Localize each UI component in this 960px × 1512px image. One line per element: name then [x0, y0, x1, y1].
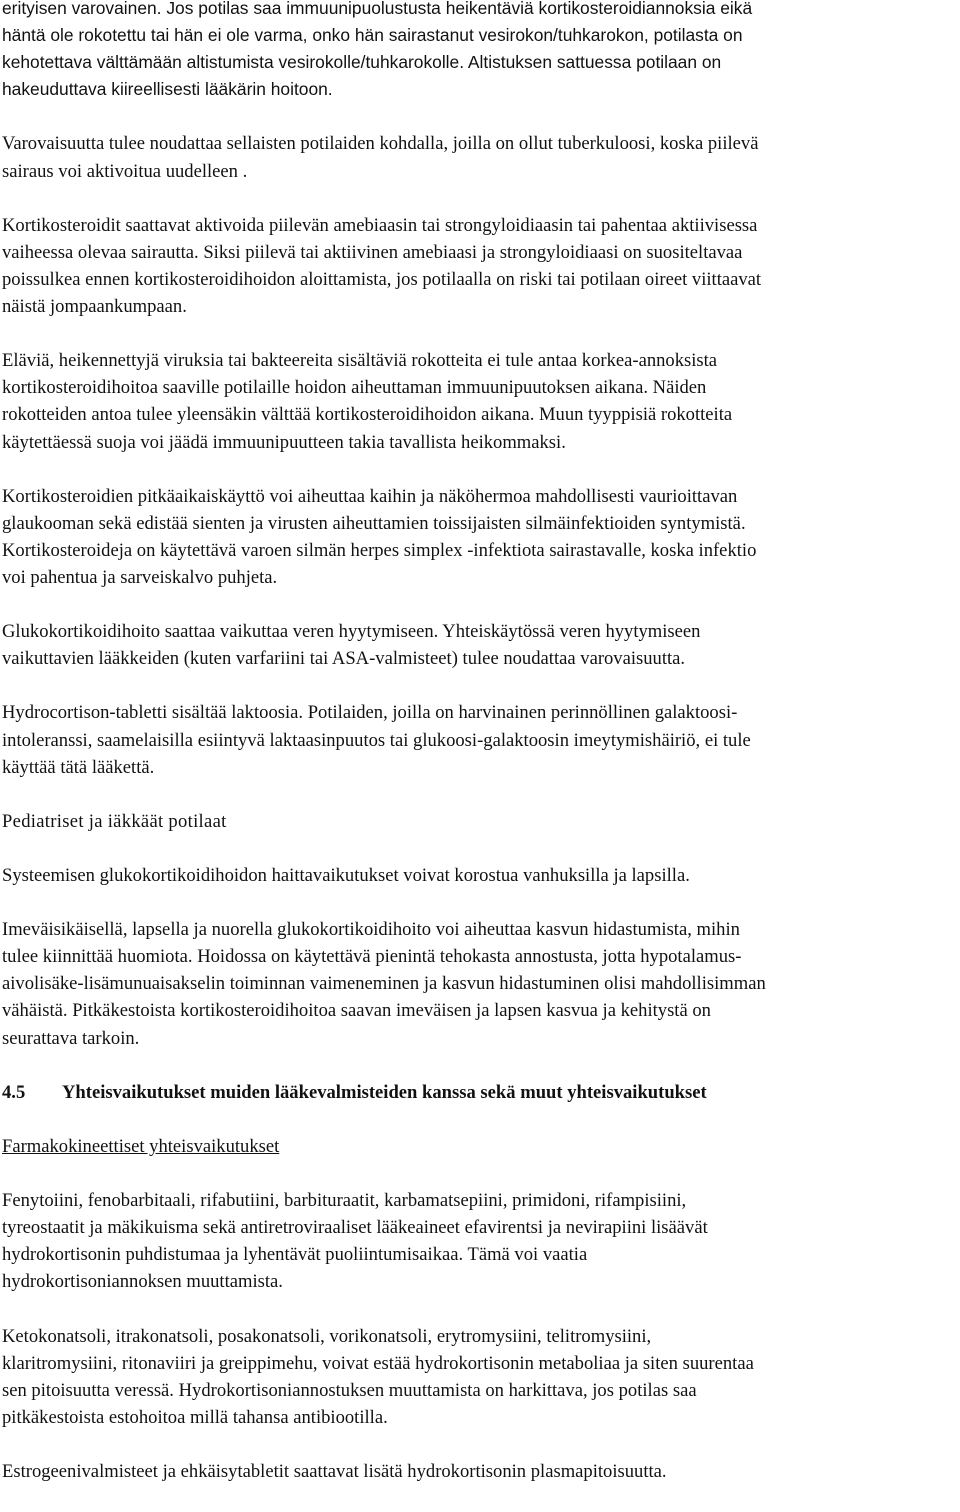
paragraph — [2, 1323, 956, 1431]
text-line: kehotettava välttämään altistumista vesirokolle/tuhkarokolle. Altistuksen sattuessa potilaan on — [2, 52, 722, 73]
text-line: Glukokortikoidihoito saattaa vaikuttaa veren hyytymiseen. Yhteiskäytössä veren hyytymiseen — [2, 621, 701, 643]
text-line: näistä jompaankumpaan. — [2, 296, 187, 318]
paragraph — [2, 0, 956, 103]
text-line: Kortikosteroidit saattavat aktivoida piilevän amebiaasin tai strongyloidiaasin tai pahentaa aktiivisessa — [2, 214, 758, 236]
text-line: vähäistä. Pitkäkestoista kortikosteroidihoitoa saavan imeväisen ja lapsen kasvua ja kehitystä on — [2, 1000, 711, 1022]
text-line: Estrogeenivalmisteet ja ehkäisytabletit saattavat lisätä hydrokortisonin plasmapitoisuutta. — [2, 1461, 667, 1483]
paragraph — [2, 618, 956, 672]
text-line: Varovaisuutta tulee noudattaa sellaisten potilaiden kohdalla, joilla on ollut tuberkuloosi, koska piilevä — [2, 133, 759, 155]
text-line: Ketokonatsoli, itrakonatsoli, posakonatsoli, vorikonatsoli, erytromysiini, telitromysiini, — [2, 1325, 652, 1347]
paragraph-gap — [2, 320, 956, 347]
text-line: Kortikosteroideja on käytettävä varoen silmän herpes simplex -infektiota sairastavalle, koska infektio — [2, 539, 757, 561]
text-line: glaukooman sekä edistää sienten ja virusten aiheuttamien toissijaisten silmäinfektioiden syntymistä. — [2, 512, 746, 534]
paragraph — [2, 699, 956, 780]
text-line: kortikosteroidihoitoa saaville potilaille hoidon aiheuttaman immuunipuutoksen aikana. Näiden — [2, 377, 707, 399]
text-line: voi pahentua ja sarveiskalvo puhjeta. — [2, 566, 278, 588]
section-heading — [2, 1079, 956, 1106]
text-line: seurattava tarkoin. — [2, 1027, 140, 1049]
text-line: intoleranssi, saamelaisilla esiintyvä laktaasinpuutos tai glukoosi-galaktoosin imeytymishäiriö, ei tule — [2, 729, 751, 751]
text-line: Fenytoiini, fenobarbitaali, rifabutiini, barbituraatit, karbamatsepiini, primidoni, rifampisiini, — [2, 1190, 687, 1212]
text-line: Eläviä, heikennettyjä viruksia tai bakteereita sisältäviä rokotteita ei tule antaa korkea-annoksista — [2, 350, 718, 372]
paragraph-gap — [2, 103, 956, 130]
text-line: erityisen varovainen. Jos potilas saa immuunipuolustusta heikentäviä kortikosteroidiannoksia eikä — [2, 0, 753, 18]
text-line: klaritromysiini, ritonaviiri ja greippimehu, voivat estää hydrokortisonin metaboliaa ja siten suurentaa — [2, 1352, 754, 1374]
subheading-pediatric: Pediatriset ja iäkkäät potilaat — [2, 810, 227, 832]
text-line: pitkäkestoista estohoitoa millä tahansa antibiootilla. — [2, 1406, 388, 1428]
body-text-block-2 — [2, 862, 956, 1079]
text-line: Systeemisen glukokortikoidihoidon haittavaikutukset voivat korostua vanhuksilla ja lapsilla. — [2, 865, 690, 886]
paragraph — [2, 862, 956, 889]
paragraph-gap — [2, 1296, 956, 1323]
section-title: Yhteisvaikutukset muiden lääkevalmisteiden kanssa sekä muut yhteisvaikutukset — [62, 1081, 707, 1103]
text-line: hydrokortisonin puhdistumaa ja lyhentävät puoliintumisaikaa. Tämä voi vaatia — [2, 1244, 588, 1266]
document-page — [2, 0, 956, 1512]
paragraph-gap — [2, 889, 956, 916]
paragraph — [2, 483, 956, 591]
text-line: Hydrocortison-tabletti sisältää laktoosia. Potilaiden, joilla on harvinainen perinnöllinen galaktoosi- — [2, 702, 738, 724]
paragraph-gap — [2, 835, 956, 862]
paragraph-gap — [2, 591, 956, 618]
text-line: sen pitoisuutta veressä. Hydrokortisoniannostuksen muuttamista on harkittava, jos potilas saa — [2, 1379, 697, 1401]
paragraph-gap — [2, 1160, 956, 1187]
paragraph — [2, 916, 956, 1051]
text-line: käyttää tätä lääkettä. — [2, 756, 155, 778]
text-line: rokotteiden antoa tulee yleensäkin välttää kortikosteroidihoidon aikana. Muun tyyppisiä rokotteita — [2, 404, 733, 426]
paragraph — [2, 347, 956, 455]
body-text-block-3 — [2, 1187, 956, 1512]
paragraph-gap — [2, 1485, 956, 1512]
text-line: häntä ole rokotettu tai hän ei ole varma, onko hän sairastanut vesirokon/tuhkarokon, potilasta on — [2, 25, 743, 46]
text-line: hakeuduttava kiireellisesti lääkärin hoitoon. — [2, 79, 333, 100]
paragraph — [2, 212, 956, 320]
text-line: sairaus voi aktivoitua uudelleen . — [2, 160, 248, 182]
paragraph-gap — [2, 456, 956, 483]
paragraph-gap — [2, 185, 956, 212]
paragraph — [2, 1187, 956, 1295]
body-text-block-1 — [2, 0, 956, 808]
paragraph — [2, 1458, 956, 1485]
text-line: tyreostaatit ja mäkikuisma sekä antiretroviraaliset lääkeaineet efavirentsi ja nevirapiini lisäävät — [2, 1217, 708, 1239]
paragraph-gap — [2, 1052, 956, 1079]
text-line: tulee kiinnittää huomiota. Hoidossa on käytettävä pienintä tehokasta annostusta, jotta hypotalamus- — [2, 946, 742, 968]
text-line: Kortikosteroidien pitkäaikaiskäyttö voi aiheuttaa kaihin ja näköhermoa mahdollisesti vaurioittavan — [2, 485, 738, 507]
paragraph-gap — [2, 1431, 956, 1458]
text-line: hydrokortisoniannoksen muuttamista. — [2, 1271, 283, 1293]
subheading-pharmacokinetic: Farmakokineettiset yhteisvaikutukset — [2, 1135, 280, 1157]
text-line: vaikuttavien lääkkeiden (kuten varfariini tai ASA-valmisteet) tulee noudattaa varovaisuutta. — [2, 648, 686, 670]
text-line: poissulkea ennen kortikosteroidihoidon aloittamista, jos potilaalla on riski tai potilaan oireet viittaavat — [2, 268, 762, 290]
paragraph-gap — [2, 781, 956, 808]
text-line: Imeväisikäisellä, lapsella ja nuorella glukokortikoidihoito voi aiheuttaa kasvun hidastumista, mihin — [2, 919, 740, 941]
paragraph — [2, 130, 956, 184]
text-line: käytettäessä suoja voi jäädä immuunipuutteen takia tavallista heikommaksi. — [2, 431, 566, 453]
text-line: vaiheessa olevaa sairautta. Siksi piilevä tai aktiivinen amebiaasi ja strongyloidiaasi on suositeltavaa — [2, 241, 743, 263]
section-number: 4.5 — [2, 1081, 26, 1103]
text-line: aivolisäke-lisämunuaisakselin toiminnan vaimeneminen ja kasvun hidastuminen olisi mahdollisimman — [2, 973, 766, 995]
paragraph-gap — [2, 1106, 956, 1133]
paragraph-gap — [2, 672, 956, 699]
